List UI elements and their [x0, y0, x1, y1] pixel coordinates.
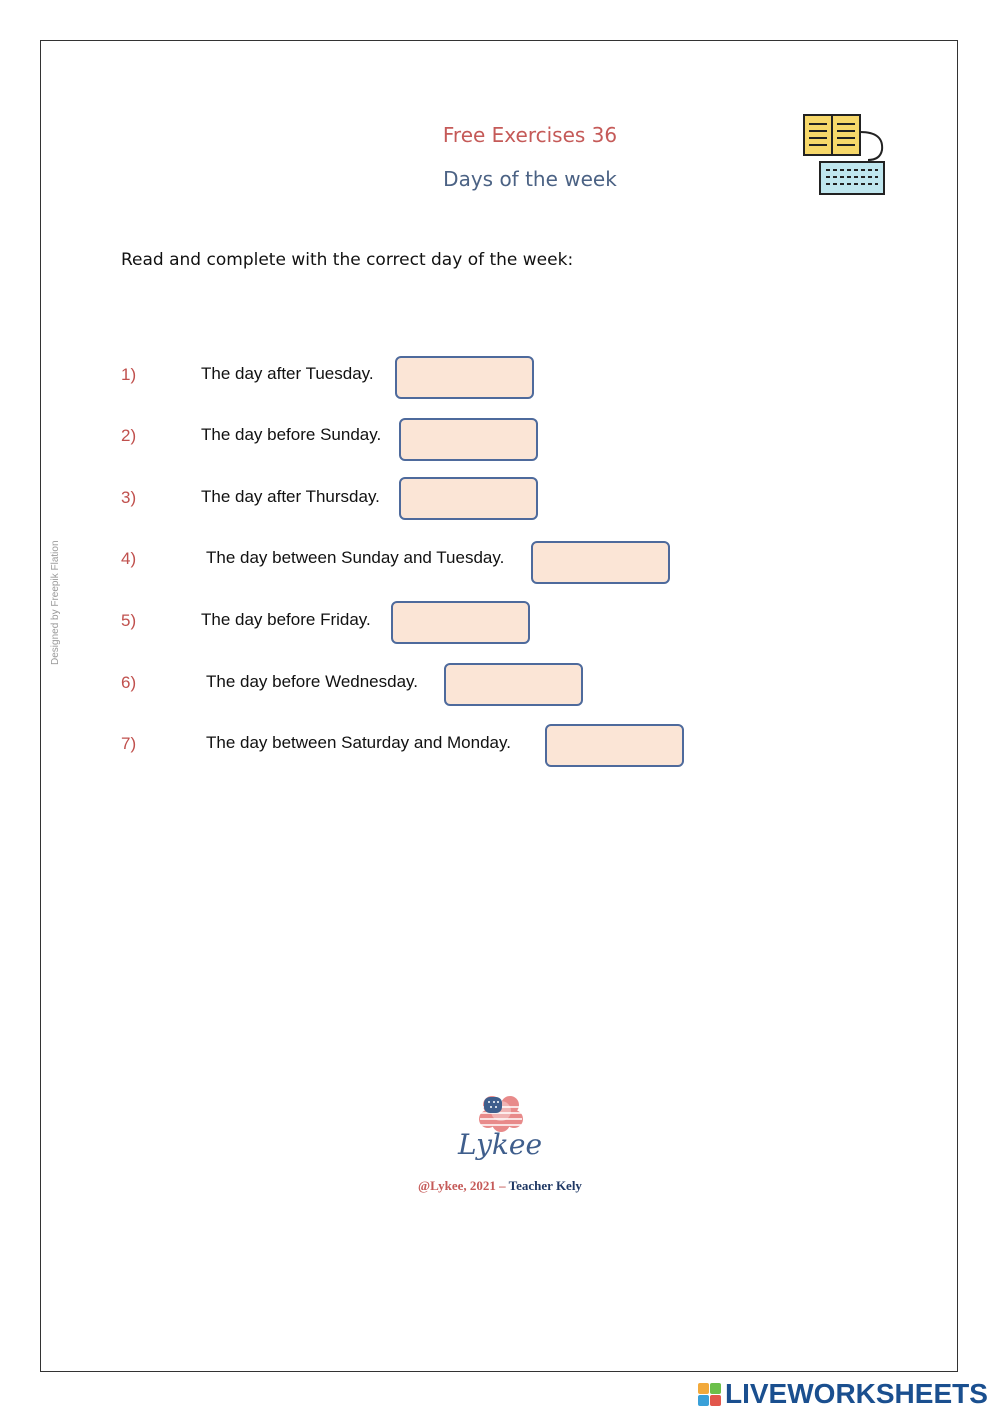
item-sentence: The day before Sunday.: [201, 425, 382, 444]
answer-box[interactable]: [444, 663, 583, 706]
page-frame: [40, 40, 958, 1372]
lykee-logo-text: Lykee: [457, 1128, 543, 1161]
item-number: 2): [121, 426, 137, 445]
liveworksheets-mark-icon: [698, 1383, 721, 1406]
item-sentence: The day after Thursday.: [201, 487, 380, 506]
item-number: 6): [121, 673, 137, 692]
page-subtitle: Days of the week: [443, 167, 617, 191]
item-sentence: The day between Sunday and Tuesday.: [206, 548, 505, 567]
item-sentence: The day before Friday.: [201, 610, 371, 629]
side-credit: Designed by Freepik Flation: [50, 540, 61, 665]
item-number: 7): [121, 734, 137, 753]
flower-flag-icon: [476, 1093, 526, 1133]
item-number: 1): [121, 365, 137, 384]
answer-box[interactable]: [399, 418, 538, 461]
footer-credit: [300, 1178, 700, 1194]
item-number: 3): [121, 488, 137, 507]
copyright-text: @Lykee, 2021 –: [418, 1178, 506, 1193]
answer-box[interactable]: [399, 477, 538, 520]
item-number: 5): [121, 611, 137, 630]
book-keyboard-icon: [800, 110, 890, 200]
item-sentence: The day after Tuesday.: [201, 364, 374, 383]
liveworksheets-logo[interactable]: [698, 1378, 988, 1410]
instruction-text: Read and complete with the correct day of the week:: [121, 250, 574, 270]
answer-box[interactable]: [391, 601, 530, 644]
item-number: 4): [121, 549, 137, 568]
liveworksheets-wordmark: LIVEWORKSHEETS: [725, 1378, 988, 1409]
item-sentence: The day before Wednesday.: [206, 672, 419, 691]
page-title: Free Exercises 36: [442, 123, 618, 147]
answer-box[interactable]: [545, 724, 684, 767]
item-sentence: The day between Saturday and Monday.: [206, 733, 511, 752]
teacher-name: Teacher Kely: [508, 1178, 582, 1193]
answer-box[interactable]: [531, 541, 670, 584]
answer-box[interactable]: [395, 356, 534, 399]
